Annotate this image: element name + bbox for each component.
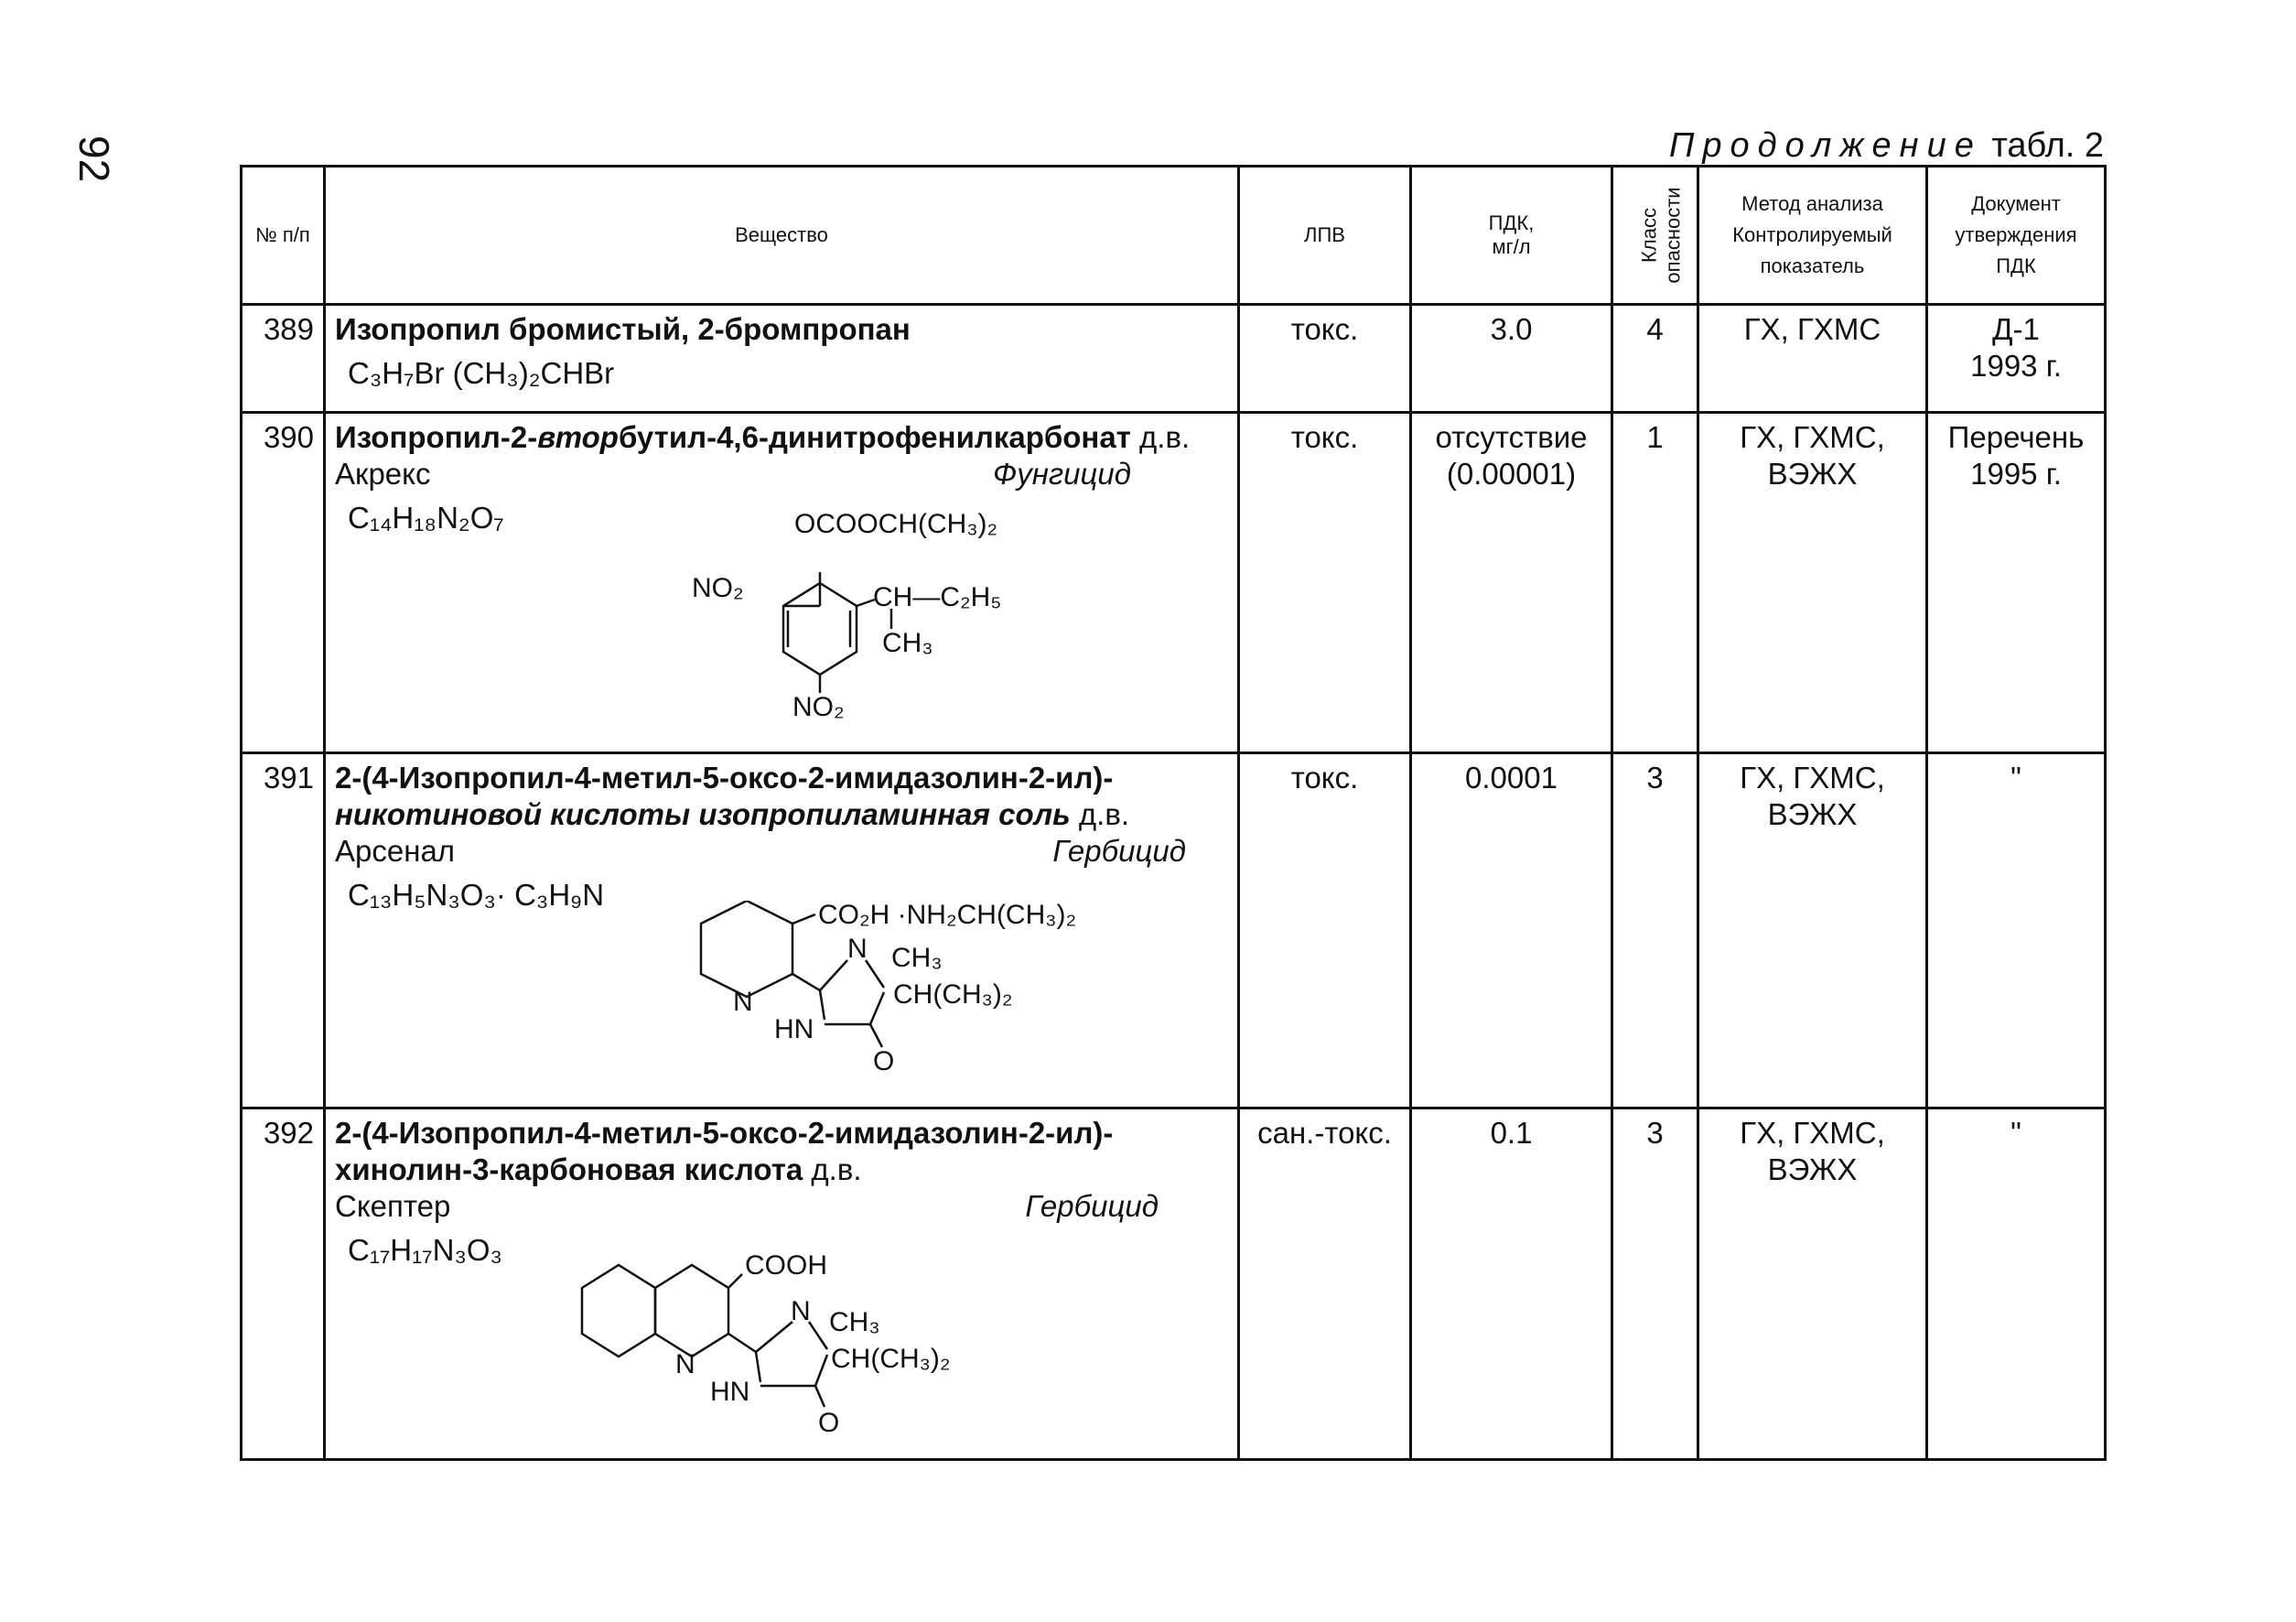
row-document bbox=[1927, 1108, 2106, 1460]
substance-formula: C₁₄H₁₈N₂O₇ bbox=[348, 501, 504, 535]
doc-line2: 1993 г. bbox=[1970, 349, 2062, 383]
structure-diagram bbox=[573, 505, 1085, 734]
struct-sub3: CH(CH₃)₂ bbox=[831, 1344, 951, 1374]
row-class: 3 bbox=[1612, 1108, 1698, 1460]
struct-sub2: NO₂ bbox=[692, 573, 744, 603]
row-class: 1 bbox=[1612, 413, 1698, 753]
struct-sub2: CH₃ bbox=[829, 1307, 880, 1337]
doc-line1: Перечень bbox=[1947, 420, 2085, 454]
header-pdk bbox=[1411, 167, 1612, 305]
structure-diagram bbox=[664, 901, 1140, 1102]
header-class-rotated bbox=[1638, 187, 1686, 283]
substance-name: Изопропил бромистый, 2-бромпропан bbox=[335, 312, 911, 346]
struct-n2: N bbox=[733, 987, 753, 1017]
name-part-italic: никотиновой кислоты изопропиламинная соль bbox=[335, 797, 1071, 831]
name-part: бутил-4,6-динитрофенилкарбонат bbox=[618, 420, 1131, 454]
row-substance bbox=[325, 753, 1239, 1108]
struct-n2: N bbox=[675, 1349, 695, 1379]
table-row bbox=[242, 305, 2106, 413]
row-class: 3 bbox=[1612, 753, 1698, 1108]
struct-n1: N bbox=[847, 934, 868, 964]
method-line1: ГХ, ГХМС, bbox=[1740, 1116, 1885, 1150]
header-pdk-line2: мг/л bbox=[1492, 235, 1531, 258]
row-pdk bbox=[1411, 305, 1612, 413]
row-num: 392 bbox=[242, 1108, 325, 1460]
struct-sub1: OCOOCH(CH₃)₂ bbox=[794, 509, 998, 539]
struct-sub2: CH₃ bbox=[891, 943, 943, 973]
header-method-line1: Метод анализа bbox=[1741, 192, 1883, 215]
struct-sub3: CH—C₂H₅ bbox=[873, 582, 1002, 612]
substance-name-line1: 2-(4-Изопропил-4-метил-5-оксо-2-имидазолин-2-ил)- bbox=[335, 1116, 1114, 1150]
row-lpv: сан.-токс. bbox=[1239, 1108, 1411, 1460]
use-type: Гербицид bbox=[1052, 834, 1186, 868]
row-substance bbox=[325, 413, 1239, 753]
struct-sub1: COOH bbox=[745, 1250, 827, 1281]
row-num: 391 bbox=[242, 753, 325, 1108]
header-document bbox=[1927, 167, 2106, 305]
substance-name bbox=[335, 419, 1228, 456]
doc-line2: 1995 г. bbox=[1970, 457, 2062, 491]
substance-formula: C₁₃H₅N₃O₃· C₃H₉N bbox=[348, 878, 605, 912]
row-method bbox=[1698, 1108, 1927, 1460]
structure-diagram bbox=[573, 1247, 1085, 1457]
substance-name-line2 bbox=[335, 796, 1228, 833]
table-row bbox=[242, 1108, 2106, 1460]
struct-o: O bbox=[873, 1046, 895, 1076]
name-part: Изопропил-2- bbox=[335, 420, 538, 454]
doc-line1: " bbox=[2010, 761, 2021, 795]
substance-formula: C₃H₇Br (CH₃)₂CHBr bbox=[348, 356, 615, 390]
use-type: Гербицид bbox=[1025, 1189, 1159, 1223]
header-doc-line1: Документ bbox=[1971, 192, 2061, 215]
pdk-value: 3.0 bbox=[1490, 312, 1533, 346]
struct-sub1: CO₂H ·NH₂CH(CH₃)₂ bbox=[818, 901, 1077, 930]
pdk-value: 0.1 bbox=[1490, 1116, 1533, 1150]
header-method-line3: показатель bbox=[1760, 254, 1865, 277]
name-tail: д.в. bbox=[803, 1152, 862, 1186]
header-method-line2: Контролируемый bbox=[1732, 223, 1892, 246]
substance-name-line1: 2-(4-Изопропил-4-метил-5-оксо-2-имидазолин-2-ил)- bbox=[335, 761, 1114, 795]
substance-name-line2 bbox=[335, 1152, 1228, 1188]
row-document bbox=[1927, 413, 2106, 753]
header-doc-line3: ПДК bbox=[1996, 254, 2036, 277]
pdk-value: 0.0001 bbox=[1465, 761, 1558, 795]
struct-n1: N bbox=[791, 1296, 811, 1326]
method-line1: ГХ, ГХМС, bbox=[1740, 420, 1885, 454]
pdk-value: отсутствие bbox=[1435, 420, 1588, 454]
substances-table bbox=[240, 165, 2107, 1461]
header-class-line2: опасности bbox=[1661, 187, 1685, 284]
row-lpv: токс. bbox=[1239, 413, 1411, 753]
method-line2: ВЭЖХ bbox=[1767, 457, 1858, 491]
header-num: № п/п bbox=[242, 167, 325, 305]
substance-formula: C₁₇H₁₇N₃O₃ bbox=[348, 1233, 502, 1267]
struct-hn: HN bbox=[710, 1377, 750, 1407]
doc-line1: " bbox=[2010, 1116, 2021, 1150]
table-header-row bbox=[242, 167, 2106, 305]
use-type: Фунгицид bbox=[993, 457, 1131, 491]
row-document bbox=[1927, 305, 2106, 413]
row-document bbox=[1927, 753, 2106, 1108]
method-line2: ВЭЖХ bbox=[1767, 1152, 1858, 1186]
row-num: 389 bbox=[242, 305, 325, 413]
trade-name: Акрекс bbox=[335, 457, 431, 491]
row-method bbox=[1698, 413, 1927, 753]
row-lpv: токс. bbox=[1239, 305, 1411, 413]
name-part-italic: втор bbox=[537, 420, 619, 454]
row-method bbox=[1698, 305, 1927, 413]
row-num: 390 bbox=[242, 413, 325, 753]
row-substance bbox=[325, 305, 1239, 413]
struct-hn: HN bbox=[774, 1014, 814, 1044]
header-doc-line2: утверждения bbox=[1955, 223, 2077, 246]
trade-name: Скептер bbox=[335, 1189, 451, 1223]
row-pdk bbox=[1411, 753, 1612, 1108]
table-row bbox=[242, 753, 2106, 1108]
header-pdk-line1: ПДК, bbox=[1488, 211, 1535, 234]
struct-sub5: NO₂ bbox=[792, 692, 845, 722]
caption-prefix: Продолжение bbox=[1668, 126, 1982, 165]
doc-line1: Д-1 bbox=[1992, 312, 2040, 346]
struct-o: O bbox=[818, 1408, 840, 1438]
header-class bbox=[1612, 167, 1698, 305]
name-tail: д.в. bbox=[1130, 420, 1191, 454]
name-part: хинолин-3-карбоновая кислота bbox=[335, 1152, 803, 1186]
row-pdk bbox=[1411, 1108, 1612, 1460]
header-substance: Вещество bbox=[325, 167, 1239, 305]
row-pdk bbox=[1411, 413, 1612, 753]
row-substance bbox=[325, 1108, 1239, 1460]
trade-row bbox=[335, 1188, 1159, 1225]
header-lpv: ЛПВ bbox=[1239, 167, 1411, 305]
header-class-line1: Класс bbox=[1637, 208, 1661, 263]
method-line1: ГХ, ГХМС, bbox=[1740, 761, 1885, 795]
row-lpv: токс. bbox=[1239, 753, 1411, 1108]
struct-sub3: CH(CH₃)₂ bbox=[893, 979, 1013, 1010]
header-method bbox=[1698, 167, 1927, 305]
method-line2: ВЭЖХ bbox=[1767, 797, 1858, 831]
table-row bbox=[242, 413, 2106, 753]
table-caption bbox=[1669, 126, 2104, 166]
trade-row bbox=[335, 833, 1186, 870]
struct-sub4: CH₃ bbox=[882, 628, 933, 658]
row-method bbox=[1698, 753, 1927, 1108]
pdk-value-2: (0.00001) bbox=[1446, 457, 1577, 491]
trade-row bbox=[335, 456, 1131, 492]
method-line1: ГХ, ГХМС bbox=[1743, 312, 1881, 346]
row-class: 4 bbox=[1612, 305, 1698, 413]
caption-suffix: табл. 2 bbox=[1991, 126, 2104, 165]
name-tail: д.в. bbox=[1070, 797, 1130, 831]
page-number: 92 bbox=[70, 135, 118, 183]
trade-name: Арсенал bbox=[335, 834, 456, 868]
